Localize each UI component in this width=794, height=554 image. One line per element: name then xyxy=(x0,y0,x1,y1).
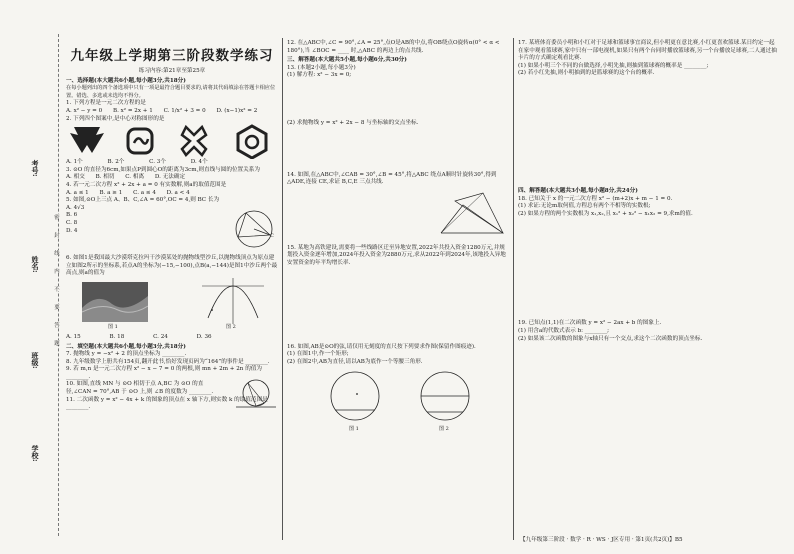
q4-option-c: C. a ≤ 4 xyxy=(133,189,156,196)
q17-part-1: (1) 如果小明三个不同的台做选择,小明先抽,则抽到篮球赛的概率是 ________; xyxy=(518,62,709,69)
q1-option-a: A. x² − y = 0 xyxy=(66,107,103,114)
q13-part-2: (2) 求抛物线 y = x² + 2x − 8 与坐标轴的交点坐标. xyxy=(287,119,419,126)
section-2-heading: 二、填空题(本大题共6小题,每小题3分,共18分) xyxy=(66,343,186,350)
scope-line: 练习内容:第21章至第25章 xyxy=(138,68,206,74)
q2-option-b: B. 2个 xyxy=(107,159,125,166)
class-label: 班级: xyxy=(31,352,40,369)
q6-figure-2-caption: 图 2 xyxy=(226,323,236,330)
q6-figure-1-caption: 图 1 xyxy=(108,323,118,330)
q5-circle-figure xyxy=(232,207,276,251)
q11: 11. 二次函数 y = x² − 4x + k 的图象的顶点在 x 轴下方,则实数 k 的取值范围是 ________. xyxy=(66,396,268,411)
q19-part-2: (2) 如果该二次函数的图象与x轴只有一个交点,求这个二次函数的顶点坐标. xyxy=(518,335,703,342)
q4-option-d: D. a < 4 xyxy=(166,189,190,196)
q18-part-1: (1) 求证:无论m取何值,方程总有两个不相等的实数根; xyxy=(518,203,651,210)
q5-option-d: D. 4 xyxy=(66,227,78,234)
q16-part-1: (1) 在图1中,作一个矩形; xyxy=(287,351,349,358)
q16-figure-2 xyxy=(417,368,473,424)
q9: 9. 若 m,n 是一元二次方程 x² − x − 7 = 0 的两根,则 mn + 2m + 2n 的值为 ________. xyxy=(66,366,262,380)
q4-option-a: A. a ≤ 1 xyxy=(66,189,89,196)
q5-figure-label: C xyxy=(270,233,274,240)
q2-option-d: D. 4个 xyxy=(190,159,208,166)
q6-option-d: D. 36 xyxy=(196,333,212,340)
q7: 7. 抛物线 y = −x² + 2 的顶点坐标为 ________. xyxy=(66,351,187,358)
q2-option-c: C. 3个 xyxy=(149,159,166,166)
q8: 8. 九年级数学上册共有154页,翻开此书,恰好发现页码为“164”的事件是 ________. xyxy=(66,358,270,365)
q17-part-2: (2) 若小红先抽,则小明抽到的是篮球赛的这个台的概率. xyxy=(518,70,655,77)
seal-char: 答 xyxy=(53,322,59,328)
q19-part-1: (1) 用含a的代数式表示 b: ________; xyxy=(518,327,610,334)
q2-option-a: A. 1个 xyxy=(66,159,83,166)
q16-figure-1 xyxy=(327,368,383,424)
q15-stem: 15. 某地为高铁建设,需要将一些线路区迁至异地安置,2022年共投入资金1280万元,并规划投入资金逐年增加,2024年投入资金为2880万元,求从2022年到2024年,该地投入异地安置资金的年平均增长率. xyxy=(287,244,506,266)
seal-char: 封 xyxy=(53,232,59,238)
column-divider xyxy=(513,38,514,540)
q10: 10. 如图,直线 MN 与 ⊙O 相切于点 A,BC 为 ⊙O 的直径,∠CAN = 70°,AB 于 ⊙O 上,则 ∠B 的度数为 ________. xyxy=(66,381,214,396)
q6-photo-figure xyxy=(82,282,148,322)
q14-triangle-figure xyxy=(437,187,507,239)
name-label: 姓名: xyxy=(31,256,40,273)
q1-stem: 1. 下列方程是一元二次方程的是 xyxy=(66,100,146,107)
seal-char: 密 xyxy=(53,214,59,220)
q18-stem: 18. 已知关于 x 的一元二次方程 x² − (m+2)x + m − 1 = 0. xyxy=(518,195,673,202)
seal-char: 线 xyxy=(53,250,59,256)
q2-pattern-figures xyxy=(66,123,278,159)
q4-stem: 4. 若一元二次方程 x² + 2x + a = 0 有实数解,则a的取值范围是 xyxy=(66,181,227,188)
q5-stem: 5. 如图,⊙O上三点 A、B、C,∠A = 60°,OC = 4,则 BC 长为 xyxy=(66,197,220,204)
q6-option-a: A. 15 xyxy=(66,333,81,340)
page-title: 九年级上学期第三阶段数学练习 xyxy=(70,48,274,64)
q14-stem: 14. 如图,在△ABC中,∠CAB = 30°,∠B = 45°,将△ABC 绕点A顺时针旋转30°,得到△ADE,连接 CE,求证 B,C,E 三点共线. xyxy=(287,171,497,186)
column-3 xyxy=(518,40,780,343)
q3-option-c: C. 相离 xyxy=(125,174,145,181)
section-4-heading: 四、解答题(本大题共3小题,每小题8分,共24分) xyxy=(518,187,638,194)
q2-stem: 2. 下列四个图案中,是中心对称图形的是 xyxy=(66,115,165,122)
q1-option-b: B. x² = 2x + 1 xyxy=(112,107,153,114)
section-3-heading: 三、解答题(本大题共5小题,每小题6分,共30分) xyxy=(287,57,407,64)
page-footer: 【九年级第三阶段 · 数学 · R · WS · J区专用 · 第1页(共2页)】B5 xyxy=(520,537,683,543)
q5-option-b: B. 6 xyxy=(66,212,78,219)
column-1 xyxy=(66,48,278,412)
column-divider xyxy=(282,38,283,540)
section-1-heading: 一、选择题(本大题共6小题,每小题3分,共18分) xyxy=(66,77,186,84)
q6-stem: 6. 如图1是我国最大沙漠塔克拉玛干沙漠某处的抛物线型沙丘,以抛物线顶点为原点建立如图2所示的坐标系,若点A的坐标为(−15,−100),点B(a,−144)是图1中沙丘两个最高点,则a的值为 xyxy=(66,255,278,277)
seal-char: 题 xyxy=(53,340,59,346)
q3-option-a: A. 相交 xyxy=(66,174,85,181)
q13-stem: 13. (本题2小题,每小题3分) xyxy=(287,64,356,71)
seal-line xyxy=(58,34,59,536)
section-1-note: 在每小题列出的四个备选项中只有一项是最符合题目要求的,请将其代码填涂在答题卡相应位置。错选、多选或未选均不得分。 xyxy=(66,85,276,99)
q18-part-2: (2) 如果方程的两个实数根为 x₁,x₂,且 x₁² + x₂² − x₁x₂ = 9,求m的值. xyxy=(518,210,693,217)
q3-option-b: B. 相切 xyxy=(95,174,115,181)
exam-no-label: 考号: xyxy=(31,160,40,177)
q4-option-b: B. a ≥ 1 xyxy=(99,189,123,196)
q1-option-c: C. 1/x² + 3 = 0 xyxy=(163,107,206,114)
q6-parabola-figure xyxy=(198,278,268,324)
q6-option-b: B. 18 xyxy=(109,333,125,340)
school-label: 学校: xyxy=(31,445,40,462)
seal-char: 内 xyxy=(53,268,59,274)
q3-stem: 3. ⊙O 的直径为6cm,如果点P到圆心O的距离为3cm,则直线与圆的位置关系为 xyxy=(66,166,260,173)
q6-option-c: C. 24 xyxy=(153,333,168,340)
q1-option-d: D. (x−1)x² = 2 xyxy=(216,107,258,114)
q19-stem: 19. 已知点(1,1)在二次函数 y = x² − 2ax + b 的图象上. xyxy=(518,320,662,327)
q5-option-c: C. 8 xyxy=(66,219,78,226)
q16-figure-2-caption: 图 2 xyxy=(439,426,449,433)
q17-stem: 17. 某班体育委员小明和小红对于足球和篮球事宜商议,但小明更在意比赛,小红更喜欢篮球.某日约定一起在家中观看篮球赛,家中只有一部电视机,如果只有两个台同时播放篮球赛,另一个台播放足球赛,二人通过抽卡片的方式确定观看比赛. xyxy=(518,40,777,62)
q12: 12. 在△ABC中,∠C = 90°,∠A = 25°,点O是AB的中点,将OB绕点O旋转α(0° < α < 180°),当 ∠BOC = ____ 时,△ABC 的两边上的点共线. xyxy=(287,40,500,54)
q10-tangent-figure xyxy=(236,377,276,413)
column-2 xyxy=(287,40,509,436)
seal-char: 不 xyxy=(53,286,59,292)
q13-part-1: (1) 解方程: x² − 3x = 0; xyxy=(287,72,352,79)
q16-stem: 16. 如图,AB是⊙O的弦,请仅用无刻度的直尺按下列要求作图(保留作图痕迹). xyxy=(287,343,476,350)
q5-option-a: A. 4√3 xyxy=(66,204,85,211)
q16-part-2: (2) 在图2中,AB为直径,请以AB为底作一个等腰三角形. xyxy=(287,358,423,365)
q16-figure-1-caption: 图 1 xyxy=(349,426,359,433)
seal-char: 要 xyxy=(53,304,59,310)
q3-option-d: D. 无法确定 xyxy=(154,174,186,181)
